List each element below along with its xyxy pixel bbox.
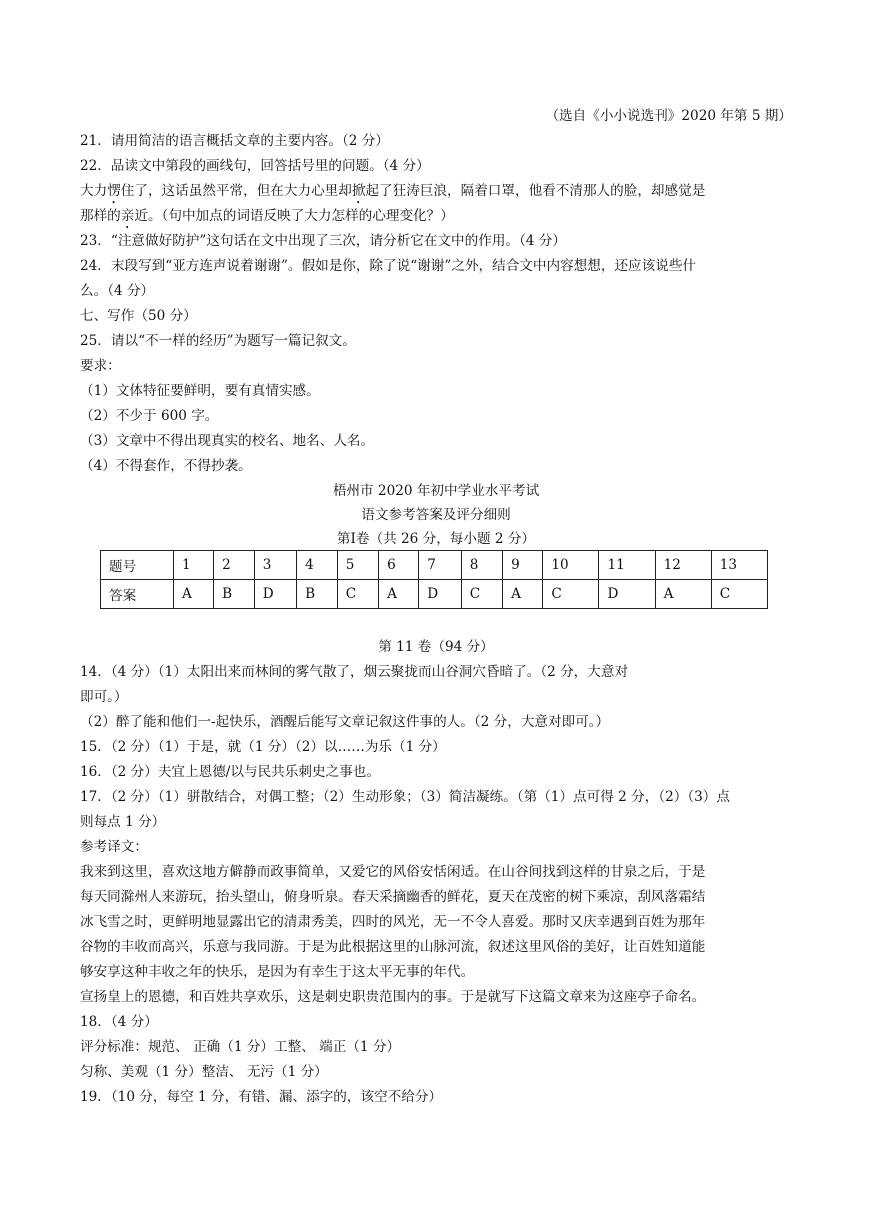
quote-text: 大力 <box>80 183 108 199</box>
table-cell: A <box>503 580 543 609</box>
table-cell: 10 <box>543 551 599 580</box>
answer-18: 18．（4 分） <box>80 1014 158 1030</box>
table-header-cell: 题号 <box>101 551 174 580</box>
question-22-quote-line-1 <box>80 181 792 207</box>
requirement-3: （3）文章中不得出现真实的校名、地名、人名。 <box>80 433 375 449</box>
question-23: 23．“注意做好防护”这句话在文中出现了三次，请分析它在文中的作用。（4 分） <box>80 233 566 249</box>
table-cell: 1 <box>174 551 214 580</box>
table-cell: D <box>419 580 461 609</box>
translation-line-5: 够安享这种丰收之年的快乐，是因为有幸生于这太平无事的年代。 <box>80 964 475 980</box>
table-cell: 2 <box>214 551 255 580</box>
answer-14-line-2: 即可。） <box>80 689 128 705</box>
quote-text: 住了，这话虽然平常，但在大力心里却 <box>120 183 352 199</box>
translation-line-4: 谷物的丰收而高兴，乐意与我同游。于是为此根据这里的山脉河流，叙述这里风俗的美好，让百姓知道能 <box>80 939 706 955</box>
section-7-heading: 七、写作（50 分） <box>80 308 197 324</box>
table-row <box>101 580 768 609</box>
table-cell: 9 <box>503 551 543 580</box>
table-cell: 8 <box>461 551 502 580</box>
question-24-line-1: 24．末段写到“亚方连声说着谢谢”。假如是你，除了说“谢谢”之外，结合文中内容想想，还应该说些什 <box>80 258 697 274</box>
translation-line-2: 每天同滁州人来游玩，抬头望山，俯身听泉。春天采摘幽香的鲜花，夏天在茂密的树下乘凉，刮风落霜结 <box>80 889 706 905</box>
table-cell: B <box>214 580 255 609</box>
question-22-quote-line-2 <box>80 206 792 232</box>
dotted-word: 亲 <box>120 208 135 224</box>
answer-14-line-1: 14．（4 分）（1）太阳出来而林间的雾气散了，烟云聚拢而山谷洞穴昏暗了。（2 分，大意对 <box>80 664 629 680</box>
table-row <box>101 551 768 580</box>
answer-16: 16．（2 分）夫宜上恩德/以与民共乐刺史之事也。 <box>80 764 380 780</box>
table-cell: 12 <box>655 551 711 580</box>
table-cell: 5 <box>337 551 378 580</box>
table-cell: C <box>337 580 378 609</box>
table-cell: B <box>297 580 338 609</box>
table-cell: 11 <box>599 551 655 580</box>
answer-14-line-3: （2）醉了能和他们一-起快乐，酒醒后能写文章记叙这件事的人。（2 分，大意对即可。） <box>80 714 610 730</box>
table-cell: 7 <box>419 551 461 580</box>
answer-15: 15．（2 分）（1）于是，就（1 分）（2）以……为乐（1 分） <box>80 739 446 755</box>
table-cell: 13 <box>711 551 767 580</box>
answer-19: 19．（10 分，每空 1 分，有错、漏、添字的，该空不给分） <box>80 1089 443 1105</box>
volume-2-heading: 第 11 卷（94 分） <box>378 639 494 655</box>
table-header-cell: 答案 <box>101 580 174 609</box>
table-cell: D <box>254 580 296 609</box>
exam-title: 梧州市 2020 年初中学业水平考试 <box>332 483 540 499</box>
table-cell: 4 <box>297 551 338 580</box>
table-cell: 3 <box>254 551 296 580</box>
question-21: 21．请用简洁的语言概括文章的主要内容。（2 分） <box>80 133 389 149</box>
question-22: 22．品读文中第段的画线句，回答括号里的问题。（4 分） <box>80 158 430 174</box>
volume-1-heading: 第Ⅰ卷（共 26 分，每小题 2 分） <box>336 531 536 547</box>
table-cell: A <box>379 580 419 609</box>
requirement-2: （2）不少于 600 字。 <box>80 408 219 424</box>
table-cell: C <box>543 580 599 609</box>
answer-18-criteria-1: 评分标准：规范、 正确（1 分）工整、 端正（1 分） <box>80 1039 401 1055</box>
requirements-label: 要求： <box>80 358 121 374</box>
source-note: （选自《小小说选刊》2020 年第 5 期） <box>545 108 792 124</box>
requirement-4: （4）不得套作，不得抄袭。 <box>80 458 252 474</box>
answer-title: 语文参考答案及评分细则 <box>361 507 511 523</box>
question-24-line-2: 么。（4 分） <box>80 283 155 299</box>
table-cell: 6 <box>379 551 419 580</box>
quote-text: 近。（句中加点的词语反映了大力怎样的心理变化？） <box>134 208 454 224</box>
table-cell: A <box>174 580 214 609</box>
translation-label: 参考译文： <box>80 839 148 855</box>
translation-line-6: 宣扬皇上的恩德，和百姓共享欢乐，这是刺史职贵范围内的事。于是就写下这篇文章来为这座亭子命名。 <box>80 989 706 1005</box>
table-cell: D <box>599 580 655 609</box>
dotted-word: 掀 <box>351 183 366 199</box>
quote-text: 起了狂涛巨浪，隔着口罩，他看不清那人的脸，却感觉是 <box>365 183 706 199</box>
table-cell: C <box>711 580 767 609</box>
translation-line-1: 我来到这里，喜欢这地方僻静而政事简单，又爱它的风俗安恬闲适。在山谷间找到这样的甘泉之后，于是 <box>80 864 706 880</box>
table-cell: A <box>655 580 711 609</box>
table-cell: C <box>461 580 502 609</box>
translation-line-3: 冰飞雪之时，更鲜明地显露出它的清肃秀美，四时的风光，无一不令人喜爱。那时又庆幸遇到百姓为那年 <box>80 914 706 930</box>
quote-text: 那样的 <box>80 208 121 224</box>
answer-17-line-1: 17．（2 分）（1）骈散结合，对偶工整；（2）生动形象；（3）简洁凝练。（第（1）点可得 2 分，（2）（3）点 <box>80 789 730 805</box>
question-25: 25．请以“不一样的经历”为题写一篇记叙文。 <box>80 333 356 349</box>
answer-17-line-2: 则每点 1 分） <box>80 814 166 830</box>
answer-table <box>100 550 768 609</box>
dotted-word: 愣 <box>107 183 121 199</box>
answer-18-criteria-2: 匀称、美观（1 分）整洁、 无污（1 分） <box>80 1064 328 1080</box>
requirement-1: （1）文体特征要鲜明，要有真情实感。 <box>80 383 320 399</box>
